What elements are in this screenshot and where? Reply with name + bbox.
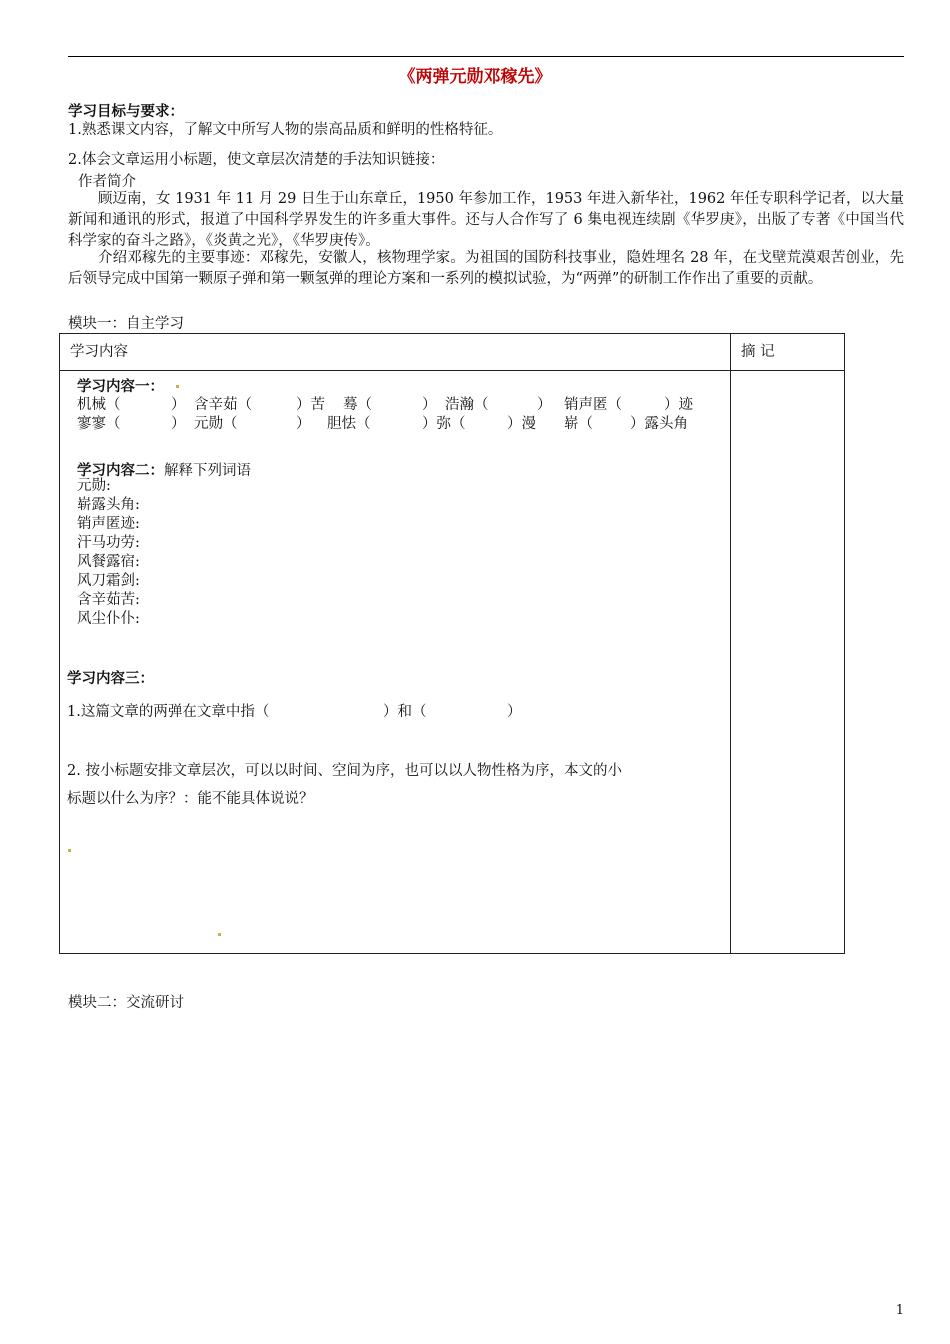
- notes-column-header: 摘 记: [731, 334, 845, 371]
- term-item: 风刀霜剑:: [77, 573, 140, 589]
- blank-close: ）弥（: [422, 416, 466, 432]
- speck-mark: [176, 385, 179, 388]
- objectives-heading: 学习目标与要求：: [68, 103, 184, 120]
- study-table: [59, 333, 845, 954]
- objective-item-1: 1.熟悉课文内容，了解文中所写人物的崇高品质和鲜明的性格特征。: [68, 122, 503, 138]
- content3-question-2-line-1: 2. 按小标题安排文章层次，可以以时间、空间为序，也可以以人物性格为序，本文的小: [67, 763, 622, 779]
- blank-close: ）漫: [507, 416, 536, 432]
- q1-part-c: ）: [507, 704, 522, 720]
- module2-label: 模块二：交流研讨: [68, 995, 184, 1011]
- term-item: 含辛茹苦:: [77, 592, 140, 608]
- blank-close: ）苦: [296, 397, 325, 413]
- term-item: 元勋:: [77, 478, 111, 494]
- blank-close: ）: [422, 397, 437, 413]
- blank-close: ）: [171, 416, 186, 432]
- objective-item-2: 2.体会文章运用小标题，使文章层次清楚的手法知识链接：: [68, 152, 445, 168]
- page-number: 1: [895, 1303, 904, 1318]
- term-item: 崭露头角:: [77, 497, 140, 513]
- q1-part-b: ）和（: [383, 704, 427, 720]
- header-rule: [68, 56, 904, 57]
- blank-prompt: 元勋（: [194, 416, 238, 432]
- blank-prompt: 蓦（: [343, 397, 372, 413]
- q1-part-a: 1.这篇文章的两弹在文章中指（: [67, 704, 270, 720]
- term-item: 风餐露宿:: [77, 554, 140, 570]
- content1-heading: 学习内容一：: [77, 378, 164, 395]
- content-column-header: 学习内容: [60, 334, 731, 371]
- notes-cell: [731, 371, 845, 954]
- content-cell: [60, 371, 731, 954]
- blank-prompt: 含辛茹（: [194, 397, 252, 413]
- term-item: 销声匿迹:: [77, 516, 140, 532]
- blank-prompt: 胆怯（: [327, 416, 371, 432]
- author-heading: 作者简介: [78, 174, 136, 190]
- content3-question-2-line-2: 标题以什么为序？：能不能具体说说？: [67, 791, 314, 807]
- speck-mark: [68, 849, 71, 852]
- blank-close: ）迹: [664, 397, 693, 413]
- term-item: 风尘仆仆:: [77, 611, 140, 627]
- blank-close: ）: [171, 397, 186, 413]
- content3-heading: 学习内容三：: [67, 670, 154, 687]
- term-item: 汗马功劳:: [77, 535, 140, 551]
- blank-prompt: 寥寥（: [77, 416, 121, 432]
- blank-prompt: 崭（: [564, 416, 593, 432]
- speck-mark: [218, 933, 221, 936]
- page-title: 《两弹元勋邓稼先》: [398, 67, 552, 87]
- term-list: [77, 477, 140, 629]
- deng-paragraph: 介绍邓稼先的主要事迹：邓稼先，安徽人，核物理学家。为祖国的国防科技事业，隐姓埋名 28 年，在戈壁荒漠艰苦创业，先后领导完成中国第一颗原子弹和第一颗氢弹的理论方案和一系列的模拟试验，为“两弹”的研制工作作出了重要的贡献。: [68, 250, 904, 287]
- content2-instruction: 解释下列词语: [164, 463, 251, 479]
- blank-prompt: 浩瀚（: [445, 397, 489, 413]
- blank-close: ）露头角: [630, 416, 688, 432]
- module1-label: 模块一：自主学习: [68, 316, 184, 332]
- content2-heading: 学习内容二：: [77, 462, 164, 479]
- blank-close: ）: [537, 397, 552, 413]
- blank-prompt: 销声匿（: [564, 397, 622, 413]
- blank-prompt: 机械（: [77, 397, 121, 413]
- author-paragraph: 顾迈南，女 1931 年 11 月 29 日生于山东章丘，1950 年参加工作，1953 年进入新华社，1962 年任专职科学记者，以大量新闻和通讯的形式，报道了中国科学界发生的许多重大事件。还与人合作写了 6 集电视连续剧《华罗庚》，出版了专著《中国当代科学家的奋斗之路》，《炎黄之光》，《华罗庚传》。: [68, 191, 904, 249]
- blank-close: ）: [296, 416, 311, 432]
